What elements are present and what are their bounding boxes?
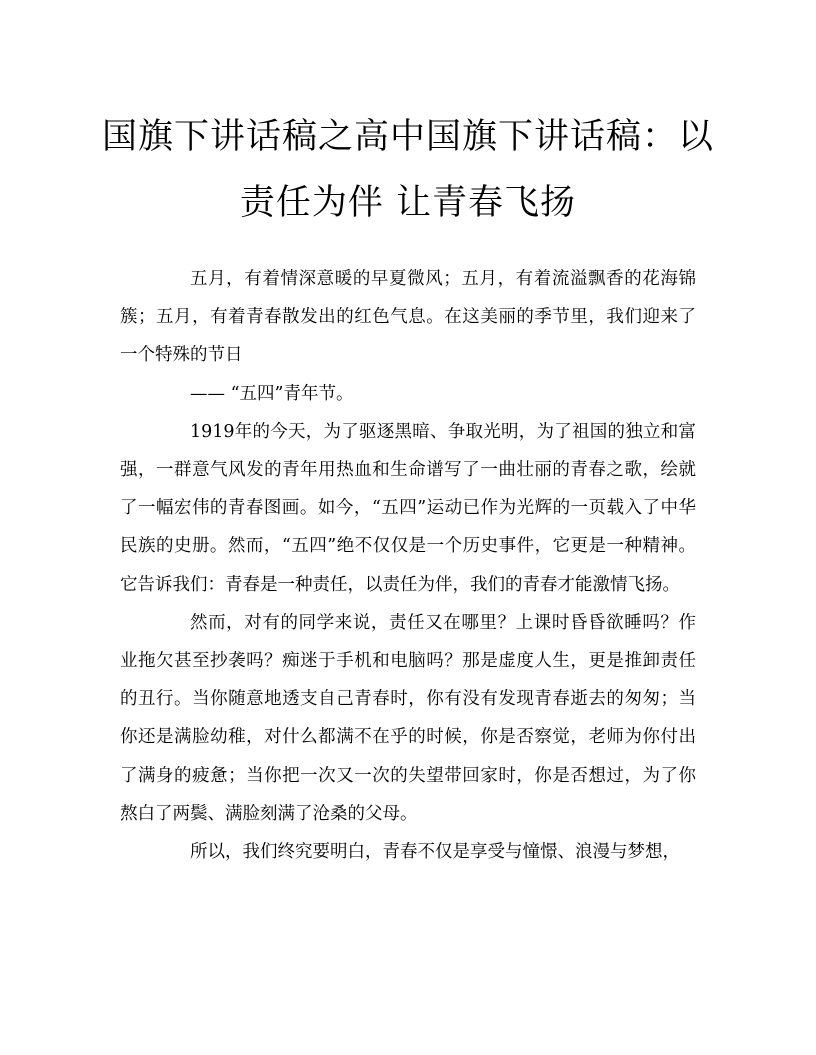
paragraph: 然而，对有的同学来说，责任又在哪里？上课时昏昏欲睡吗？作业拖欠甚至抄袭吗？痴迷于手机和电脑吗？那是虚度人生，更是推卸责任的丑行。当你随意地透支自己青春时，你有没有发现青春逝去的匆匆；当你还是满脸幼稚，对什么都满不在乎的时候，你是否察觉，老师为你付出了满身的疲惫；当你把一次又一次的失望带回家时，你是否想过，为了你熬白了两鬓、满脸刻满了沧桑的父母。 [120, 612, 696, 824]
paragraph: 所以，我们终究要明白，青春不仅是享受与憧憬、浪漫与梦想， [190, 842, 680, 863]
paragraph: 五月，有着情深意暖的早夏微风；五月，有着流溢飘香的花海锦簇；五月，有着青春散发出的红色气息。在这美丽的季节里，我们迎来了一个特殊的节日 [120, 269, 696, 366]
document-title [100, 104, 716, 236]
title-line-1: 国旗下讲话稿之高中国旗下讲话稿：以 [101, 117, 714, 157]
paragraph: 1919年的今天，为了驱逐黑暗、争取光明，为了祖国的独立和富强，一群意气风发的青年用热血和生命谱写了一曲壮丽的青春之歌，绘就了一幅宏伟的青春图画。如今，“五四”运动已作为光辉的一页载入了中华民族的史册。然而，“五四”绝不仅仅是一个历史事件，它更是一种精神。它告诉我们：青春是一种责任，以责任为伴，我们的青春才能激情飞扬。 [120, 421, 696, 595]
document-body [120, 260, 696, 871]
title-line-2: 责任为伴 让青春飞扬 [239, 183, 577, 223]
paragraph: —— “五四”青年节。 [190, 383, 354, 404]
